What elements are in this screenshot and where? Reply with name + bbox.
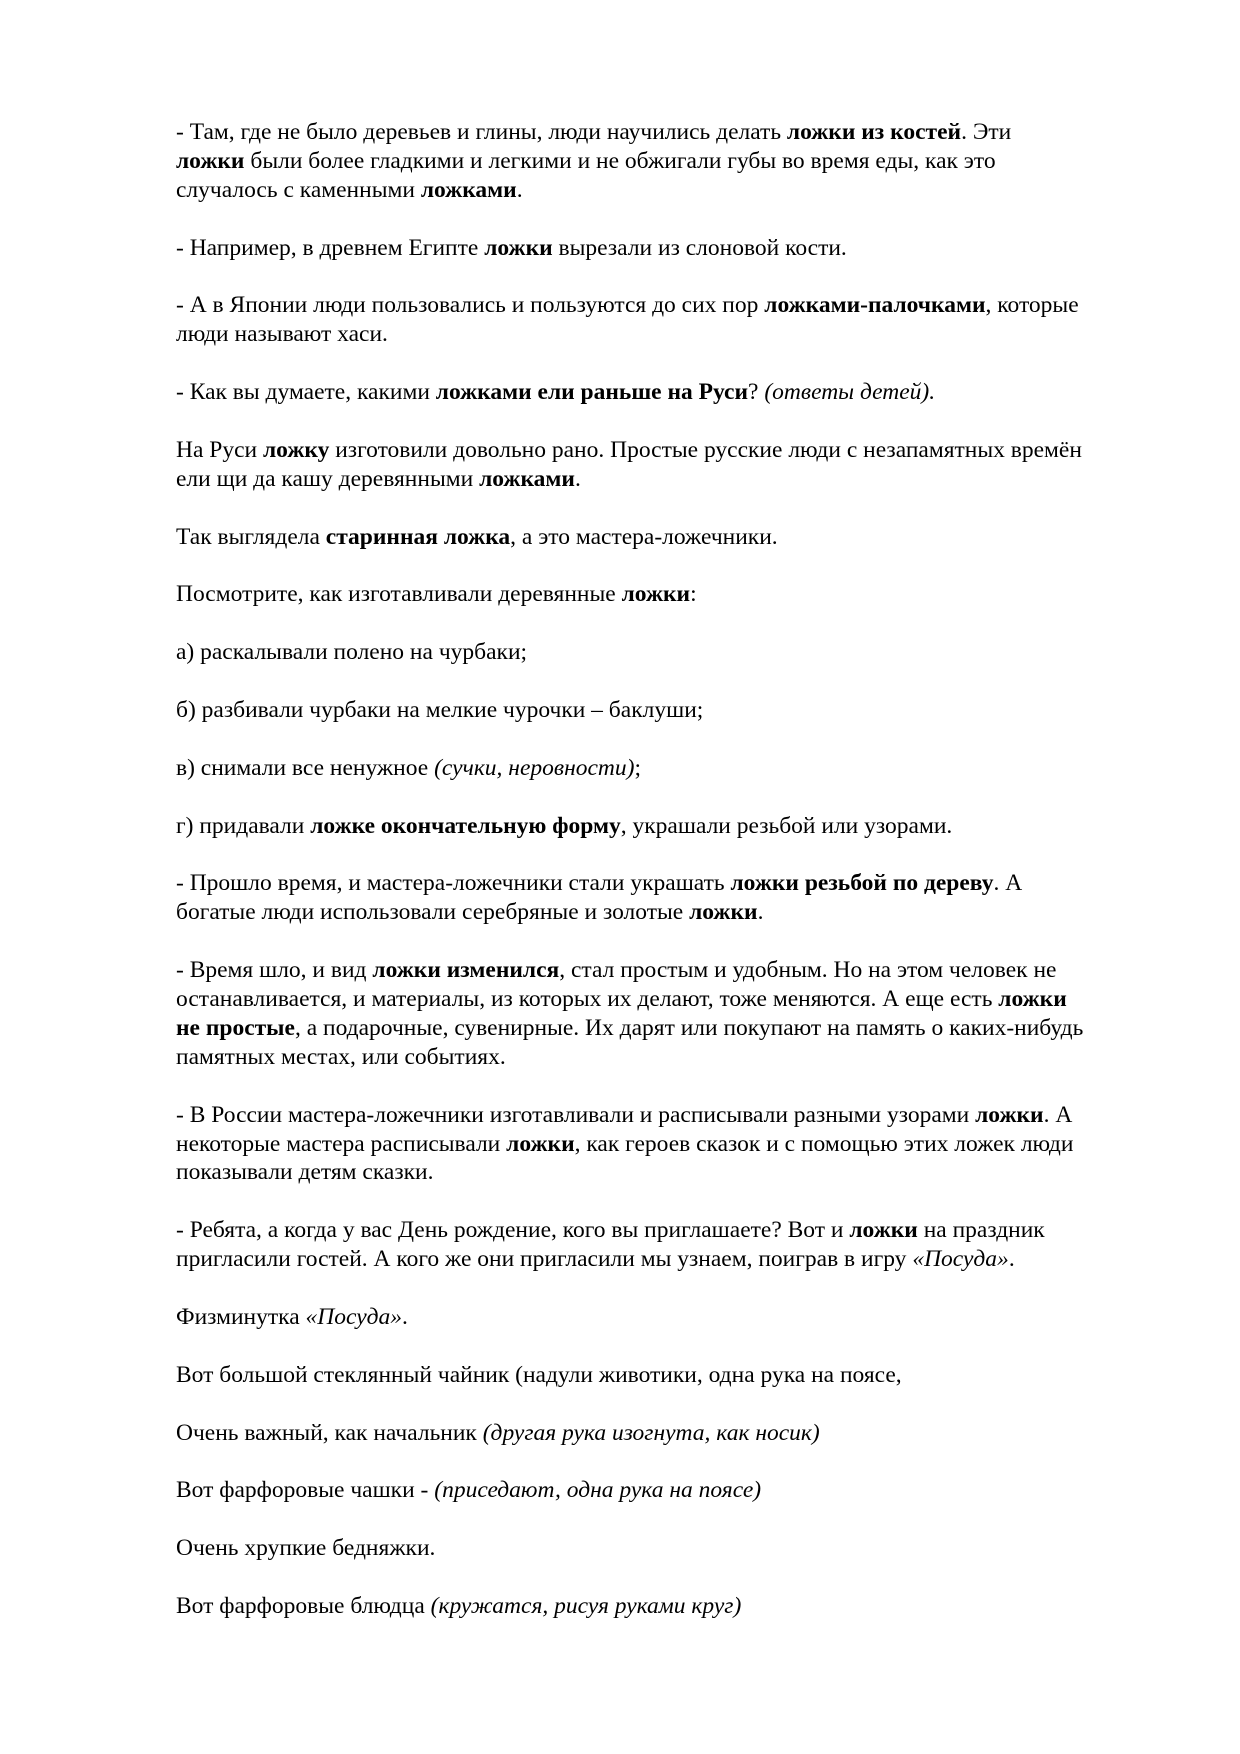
paragraph <box>176 638 1166 667</box>
text-line <box>176 1130 1166 1159</box>
text-run: , как героев сказок и с помощью этих ложек люди <box>574 1130 1074 1157</box>
text-run: показывали детям сказки. <box>176 1159 434 1186</box>
text-line <box>176 1476 1166 1505</box>
text-line <box>176 1158 1166 1187</box>
text-line <box>176 869 1166 898</box>
italic-text: (сучки, неровности) <box>434 754 635 781</box>
bold-text: ложки <box>689 899 758 926</box>
paragraph <box>176 1419 1166 1448</box>
paragraph <box>176 523 1166 552</box>
italic-text: (другая рука изогнута, как носик) <box>482 1419 820 1446</box>
text-run: г) придавали <box>176 812 311 839</box>
text-run: , а это мастера-ложечники. <box>510 523 778 550</box>
text-run: Очень хрупкие бедняжки. <box>176 1535 436 1562</box>
text-run: а) раскалывали полено на чурбаки; <box>176 639 528 666</box>
text-run: , стал простым и удобным. Но на этом человек не <box>559 957 1057 984</box>
bold-text: ложки изменился <box>372 957 560 984</box>
paragraph <box>176 1361 1166 1390</box>
bold-text: ложки из костей <box>786 119 962 145</box>
text-line <box>176 754 1166 783</box>
bold-text: ложки <box>998 986 1067 1012</box>
paragraph <box>176 1592 1166 1621</box>
text-run: в) снимали все ненужное <box>176 754 435 781</box>
text-line <box>176 523 1166 552</box>
text-line <box>176 118 1166 147</box>
text-run: . А <box>1043 1101 1073 1128</box>
text-line <box>176 436 1166 465</box>
text-run: Вот фарфоровые блюдца <box>176 1592 431 1619</box>
text-line <box>176 291 1166 320</box>
text-line <box>176 234 1166 263</box>
text-run: - Как вы думаете, какими <box>176 379 436 406</box>
bold-text: ложки <box>506 1130 575 1157</box>
text-line <box>176 1043 1166 1072</box>
text-line <box>176 898 1166 927</box>
text-run: ? <box>748 379 765 406</box>
text-run: богатые люди использовали серебряные и золотые <box>176 899 690 926</box>
text-run: . Эти <box>961 119 1012 145</box>
text-line <box>176 985 1166 1014</box>
text-run: , а подарочные, сувенирные. Их дарят или покупают на память о каких-нибудь <box>294 1014 1084 1041</box>
italic-text: «Посуда» <box>305 1303 403 1330</box>
text-line <box>176 956 1166 985</box>
bold-text: ложки <box>621 581 691 608</box>
paragraph <box>176 118 1166 205</box>
text-run: , которые <box>985 292 1079 319</box>
text-run: - Например, в древнем Египте <box>176 234 485 261</box>
text-line <box>176 638 1166 667</box>
text-run: . А <box>993 870 1023 897</box>
bold-text: не простые <box>176 1014 295 1041</box>
italic-text: (кружатся, рисуя руками круг) <box>430 1592 742 1619</box>
paragraph <box>176 1303 1166 1332</box>
text-run: - Прошло время, и мастера-ложечники стали украшать <box>176 870 731 897</box>
bold-text: ложками <box>420 176 517 203</box>
text-run: пригласили гостей. А кого же они пригласили мы узнаем, поиграв в игру <box>176 1246 913 1273</box>
text-run: люди называют хаси. <box>176 321 388 348</box>
bold-text: ложку <box>262 436 330 463</box>
text-run: На Руси <box>176 436 263 463</box>
text-run: . <box>757 899 764 926</box>
text-line <box>176 1216 1166 1245</box>
text-run: - Время шло, и вид <box>176 957 373 984</box>
text-run: останавливается, и материалы, из которых их делают, тоже меняются. А еще есть <box>176 986 999 1012</box>
text-line <box>176 812 1166 841</box>
paragraph <box>176 869 1166 927</box>
paragraph <box>176 1101 1166 1188</box>
paragraph <box>176 956 1166 1072</box>
text-run: - Ребята, а когда у вас День рождение, кого вы приглашаете? Вот и <box>176 1217 850 1244</box>
paragraph <box>176 754 1166 783</box>
text-run: Посмотрите, как изготавливали деревянные <box>176 581 622 608</box>
text-line <box>176 378 1166 407</box>
text-line <box>176 320 1166 349</box>
paragraph <box>176 436 1166 494</box>
text-line <box>176 696 1166 725</box>
paragraph <box>176 1534 1166 1563</box>
bold-text: ложками-палочками <box>764 292 986 319</box>
bold-text: ложками ели раньше на Руси <box>435 379 749 406</box>
text-line <box>176 1534 1166 1563</box>
text-run: ; <box>634 754 642 781</box>
text-line <box>176 1419 1166 1448</box>
bold-text: ложки резьбой по дереву <box>730 870 994 897</box>
document-page <box>176 118 1166 1650</box>
paragraph <box>176 696 1166 725</box>
paragraph <box>176 1216 1166 1274</box>
text-line <box>176 1303 1166 1332</box>
paragraph <box>176 291 1166 349</box>
text-run: ели щи да кашу деревянными <box>176 465 480 492</box>
bold-text: старинная ложка <box>325 523 511 550</box>
text-run: . <box>402 1303 408 1330</box>
text-run: некоторые мастера расписывали <box>176 1130 507 1157</box>
italic-text: (приседают, одна рука на поясе) <box>434 1477 762 1504</box>
text-run: - Там, где не было деревьев и глины, люди научились делать <box>176 119 787 145</box>
text-line <box>176 176 1166 205</box>
bold-text: ложке окончательную форму <box>310 812 621 839</box>
text-run: на праздник <box>917 1217 1045 1244</box>
text-run: Очень важный, как начальник <box>176 1419 483 1446</box>
text-run: Вот большой стеклянный чайник (надули животики, одна рука на поясе, <box>176 1361 902 1388</box>
text-run: - В России мастера-ложечники изготавливали и расписывали разными узорами <box>176 1101 976 1128</box>
text-line <box>176 1245 1166 1274</box>
text-run: . <box>574 465 581 492</box>
text-line <box>176 1592 1166 1621</box>
text-line <box>176 147 1166 176</box>
bold-text: ложки <box>975 1101 1044 1128</box>
text-run: . <box>1008 1246 1015 1273</box>
text-line <box>176 580 1166 609</box>
italic-text: «Посуда» <box>912 1246 1009 1273</box>
paragraph <box>176 812 1166 841</box>
paragraph <box>176 580 1166 609</box>
text-run: : <box>690 581 697 608</box>
text-run: Вот фарфоровые чашки - <box>176 1477 435 1504</box>
text-line <box>176 1361 1166 1390</box>
bold-text: ложками <box>479 465 575 492</box>
bold-text: ложки <box>849 1217 918 1244</box>
text-run: . <box>516 176 523 203</box>
text-run: Физминутка <box>176 1303 306 1330</box>
text-line <box>176 465 1166 494</box>
text-run: Так выглядела <box>176 523 326 550</box>
text-line <box>176 1014 1166 1043</box>
italic-text: (ответы детей). <box>764 379 936 406</box>
text-run: памятных местах, или событиях. <box>176 1043 506 1070</box>
paragraph <box>176 1476 1166 1505</box>
text-run: - А в Японии люди пользовались и пользуются до сих пор <box>176 292 765 319</box>
bold-text: ложки <box>484 234 553 261</box>
paragraph <box>176 234 1166 263</box>
text-line <box>176 1101 1166 1130</box>
bold-text: ложки <box>176 147 245 174</box>
text-run: изготовили довольно рано. Простые русские люди с незапамятных времён <box>329 436 1082 463</box>
text-run: были более гладкими и легкими и не обжигали губы во время еды, как это <box>244 147 996 174</box>
text-run: случалось с каменными <box>176 176 421 203</box>
text-run: , украшали резьбой или узорами. <box>620 812 953 839</box>
text-run: б) разбивали чурбаки на мелкие чурочки – баклуши; <box>176 697 704 723</box>
text-run: вырезали из слоновой кости. <box>552 234 847 261</box>
paragraph <box>176 378 1166 407</box>
